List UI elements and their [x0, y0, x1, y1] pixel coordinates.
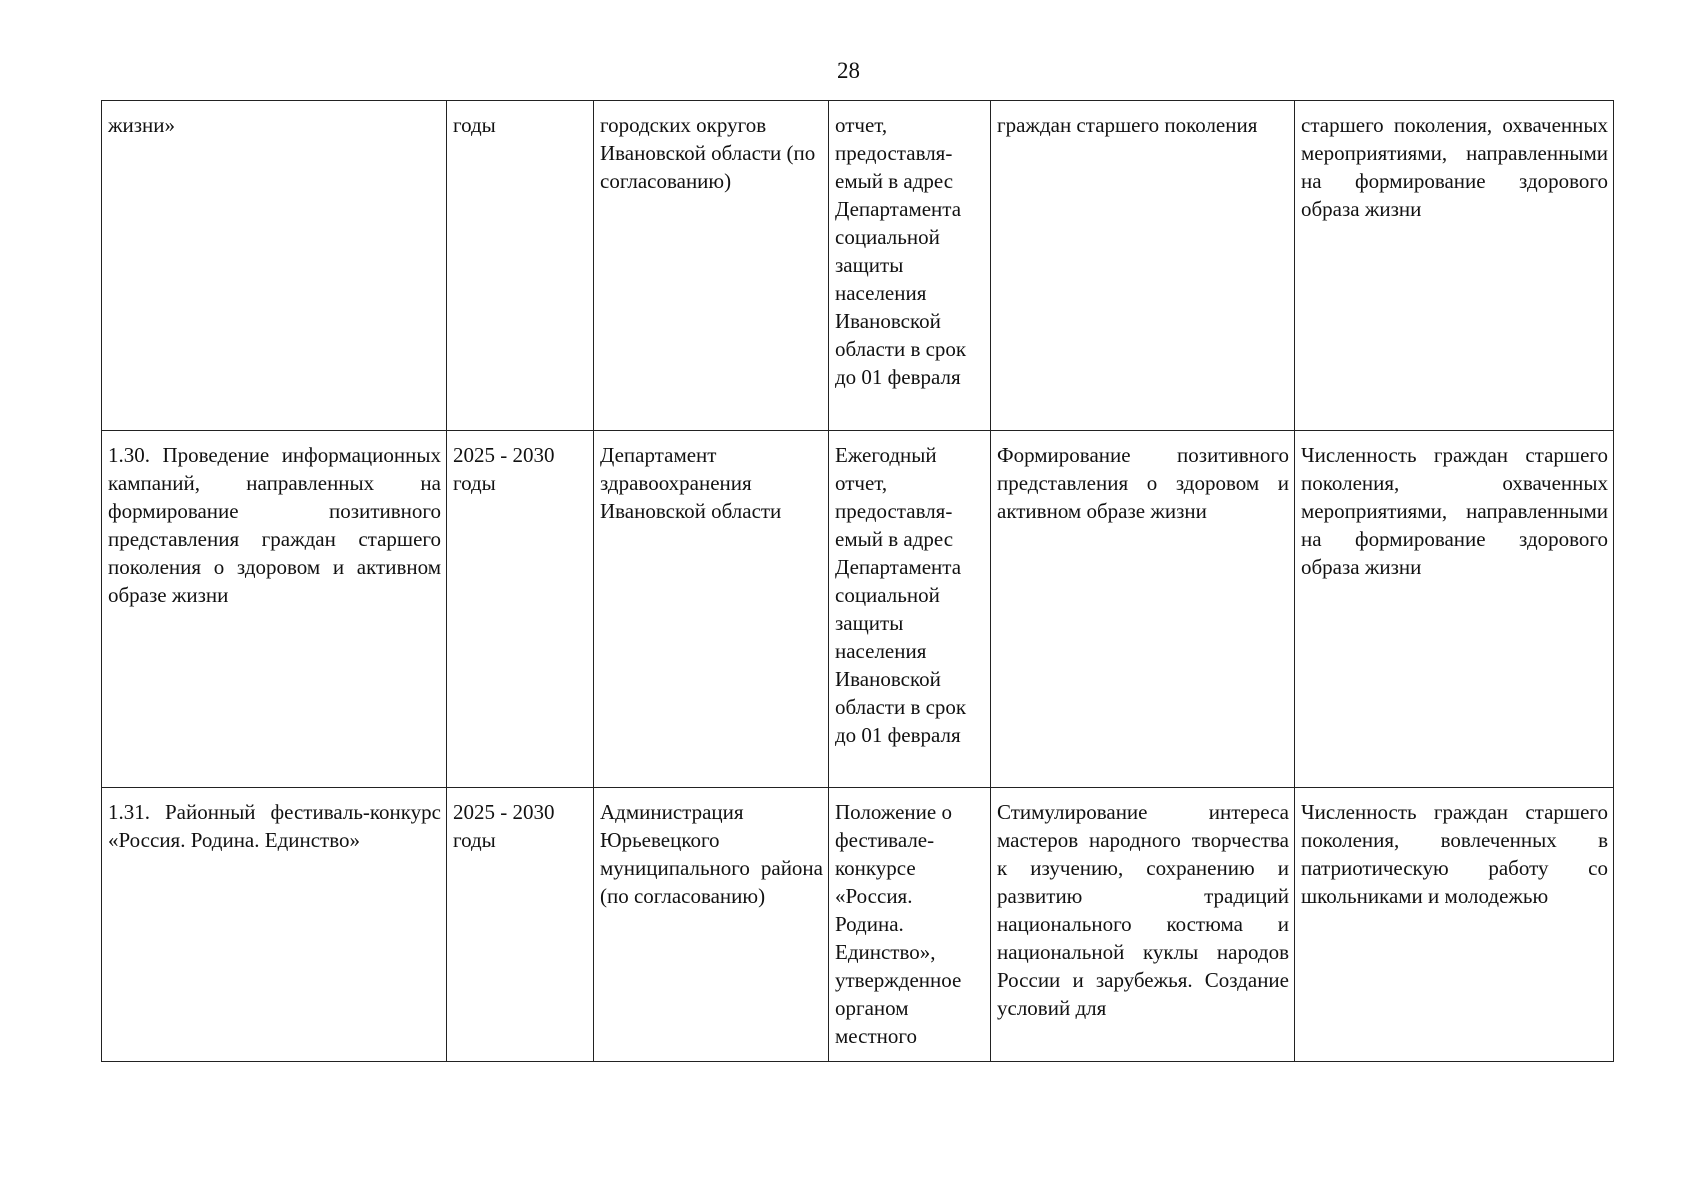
event-text: 1.31. Районный фестиваль-конкурс «Россия. Родина. Единство»: [108, 800, 441, 852]
indicator-text: старшего поколения, охваченных мероприятиями, направленными на формирование здорового образа жизни: [1301, 113, 1608, 221]
report-text: Положение о фестивале-конкурсе «Россия. Родина. Единство», утвержденное органом местного: [835, 800, 962, 1048]
event-cell: [102, 101, 447, 431]
table-row: [102, 101, 1614, 431]
result-text: Стимулирование интереса мастеров народного творчества к изучению, сохранению и развитию традиций национального костюма и национальной куклы народов России и зарубежья. Создание условий для: [997, 800, 1289, 1020]
period-cell: [447, 101, 594, 431]
indicator-cell: [1295, 431, 1614, 788]
executor-text: Департамент здравоохранения Ивановской области: [600, 443, 782, 523]
report-text: Ежегодный отчет, предоставля-емый в адрес Департамента социальной защиты населения Ивановской области в срок до 01 февраля: [835, 443, 967, 747]
period-cell: [447, 431, 594, 788]
report-cell: [829, 788, 991, 1062]
result-text: Формирование позитивного представления о здоровом и активном образе жизни: [997, 443, 1289, 523]
executor-text: городских округов Ивановской области (по согласованию): [600, 113, 816, 193]
result-text: граждан старшего поколения: [997, 113, 1258, 137]
period-text: годы: [453, 113, 496, 137]
report-text: отчет, предоставля-емый в адрес Департамента социальной защиты населения Ивановской области в срок до 01 февраля: [835, 113, 967, 389]
report-cell: [829, 431, 991, 788]
event-cell: [102, 788, 447, 1062]
measures-table: [101, 100, 1614, 1062]
result-cell: [991, 431, 1295, 788]
indicator-cell: [1295, 101, 1614, 431]
report-cell: [829, 101, 991, 431]
executor-text: Администрация Юрьевецкого муниципального района (по согласованию): [600, 800, 823, 908]
event-text: 1.30. Проведение информационных кампаний, направленных на формирование позитивного представления граждан старшего поколения о здоровом и активном образе жизни: [108, 443, 441, 607]
period-text: 2025 - 2030 годы: [453, 800, 555, 852]
indicator-cell: [1295, 788, 1614, 1062]
indicator-text: Численность граждан старшего поколения, вовлеченных в патриотическую работу со школьниками и молодежью: [1301, 800, 1608, 908]
table-row: [102, 431, 1614, 788]
result-cell: [991, 101, 1295, 431]
executor-cell: [594, 101, 829, 431]
period-text: 2025 - 2030 годы: [453, 443, 555, 495]
event-cell: [102, 431, 447, 788]
table-row: [102, 788, 1614, 1062]
event-text: жизни»: [108, 113, 176, 137]
result-cell: [991, 788, 1295, 1062]
period-cell: [447, 788, 594, 1062]
executor-cell: [594, 431, 829, 788]
executor-cell: [594, 788, 829, 1062]
page-number: 28: [837, 58, 860, 83]
indicator-text: Численность граждан старшего поколения, охваченных мероприятиями, направленными на формирование здорового образа жизни: [1301, 443, 1608, 579]
